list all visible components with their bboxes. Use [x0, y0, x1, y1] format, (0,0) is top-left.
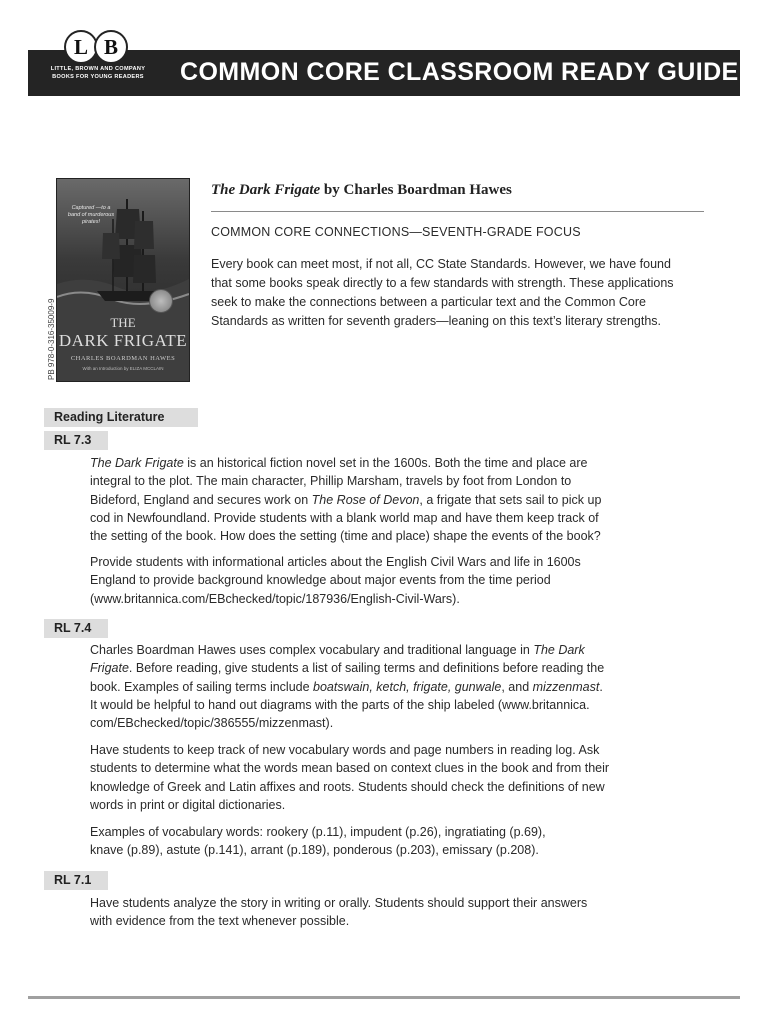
- rl71-paragraph-1: [90, 894, 720, 931]
- text: book. Examples of sailing terms include: [90, 679, 314, 694]
- cover-author: CHARLES BOARDMAN HAWES: [70, 355, 176, 362]
- section-reading-literature: Reading Literature: [44, 408, 198, 427]
- rl74-paragraph-2: [90, 741, 720, 814]
- text-italic: boatswain, ketch, frigate, gunwale: [313, 679, 502, 694]
- rl74-paragraph-3: [90, 823, 720, 860]
- text-line: with evidence from the text whenever possible.: [90, 914, 350, 929]
- publisher-line-1: LITTLE, BROWN AND COMPANY: [50, 66, 146, 72]
- intro-paragraph: Every book can meet most, if not all, CC State Standards. However, we have found that some books speak directly to a few standards with strength. These applications seek to make the connections between a particular text and the Common Core Standards as written for seventh graders—leaning on this text’s literary strengths.: [211, 257, 674, 328]
- text-line: cod in Newfoundland. Provide students with a blank world map and have them keep track of: [90, 510, 599, 525]
- connections-heading: COMMON CORE CONNECTIONS—SEVENTH-GRADE FOCUS: [211, 225, 581, 239]
- cover-introduction-credit: With an Introduction by ELIZA MCCLAIN: [82, 366, 164, 371]
- book-title: The Dark Frigate: [211, 182, 321, 198]
- footer-rule: [28, 996, 740, 999]
- cover-tagline: Captured —to a band of murderous pirates!: [67, 205, 115, 225]
- text: is an historical fiction novel set in the 1600s. Both the time and place are: [183, 456, 588, 470]
- britannica-link-text: (www.britannica.com/EBchecked/topic/187936/English-Civil-Wars).: [90, 591, 460, 606]
- text-line: Have students analyze the story in writing or orally. Students should support their answers: [90, 896, 588, 910]
- text-line: knave (p.89), astute (p.141), arrant (p.189), ponderous (p.203), emissary (p.208).: [90, 843, 539, 858]
- award-medal-icon: [149, 289, 173, 313]
- text-italic: mizzenmast: [532, 679, 600, 694]
- text: . Before reading, give students a list of sailing terms and definitions before reading the: [128, 661, 605, 676]
- text: , a frigate that sets sail to pick up: [419, 492, 602, 507]
- text-line: Have students to keep track of new vocabulary words and page numbers in reading log. Ask: [90, 743, 600, 757]
- text-line: Examples of vocabulary words: rookery (p.11), impudent (p.26), ingratiating (p.69),: [90, 825, 546, 839]
- cover-title: DARK FRIGATE: [58, 331, 188, 350]
- text-line: words in print or digital dictionaries.: [90, 797, 286, 812]
- standard-label-rl74: RL 7.4: [44, 619, 108, 638]
- book-author: by Charles Boardman Hawes: [320, 182, 512, 198]
- text-line: Provide students with informational articles about the English Civil Wars and life in 1600s: [90, 555, 581, 569]
- book-heading: [211, 182, 711, 199]
- text-line: knowledge of Greek and Latin affixes and roots. Students should check the definitions of new: [90, 779, 605, 794]
- publisher-logo: [64, 30, 130, 64]
- heading-divider: [211, 211, 704, 212]
- text-italic: The Rose of Devon: [311, 492, 420, 507]
- book-cover-image: [56, 178, 190, 382]
- text-italic: Frigate: [90, 661, 129, 676]
- text: .: [599, 679, 603, 694]
- logo-letter-l: L: [64, 30, 98, 64]
- text: Bideford, England and secures work on: [90, 492, 312, 507]
- text-line: It would be helpful to hand out diagrams with the parts of the ship labeled (www.britannica.: [90, 697, 590, 712]
- text-italic: The Dark: [533, 643, 585, 657]
- text-line: com/EBchecked/topic/386555/mizzenmast).: [90, 716, 334, 731]
- rl73-paragraph-1: [90, 454, 720, 545]
- text-italic: The Dark Frigate: [90, 456, 184, 470]
- rl73-paragraph-2: [90, 553, 720, 608]
- text: , and: [501, 679, 533, 694]
- text: Charles Boardman Hawes uses complex vocabulary and traditional language in: [90, 643, 534, 657]
- guide-title: COMMON CORE CLASSROOM READY GUIDE: [180, 58, 739, 86]
- logo-letter-b: B: [94, 30, 128, 64]
- text-line: integral to the plot. The main character, Phillip Marsham, travels by foot from London to: [90, 474, 572, 489]
- publisher-line-2: BOOKS FOR YOUNG READERS: [52, 73, 144, 80]
- rl74-paragraph-1: [90, 641, 720, 732]
- publisher-name: [38, 66, 158, 81]
- text-line: students to determine what the words mean based on context clues in the book and from their: [90, 761, 610, 776]
- cover-title-the: THE: [110, 315, 136, 330]
- isbn: PB 978-0-316-35009-9: [47, 298, 56, 380]
- text-line: the setting of the book. How does the setting (time and place) shape the events of the book?: [90, 529, 601, 544]
- standard-label-rl73: RL 7.3: [44, 431, 108, 450]
- standard-label-rl71: RL 7.1: [44, 871, 108, 890]
- text-line: England to provide background knowledge about major events from the time period: [90, 573, 551, 588]
